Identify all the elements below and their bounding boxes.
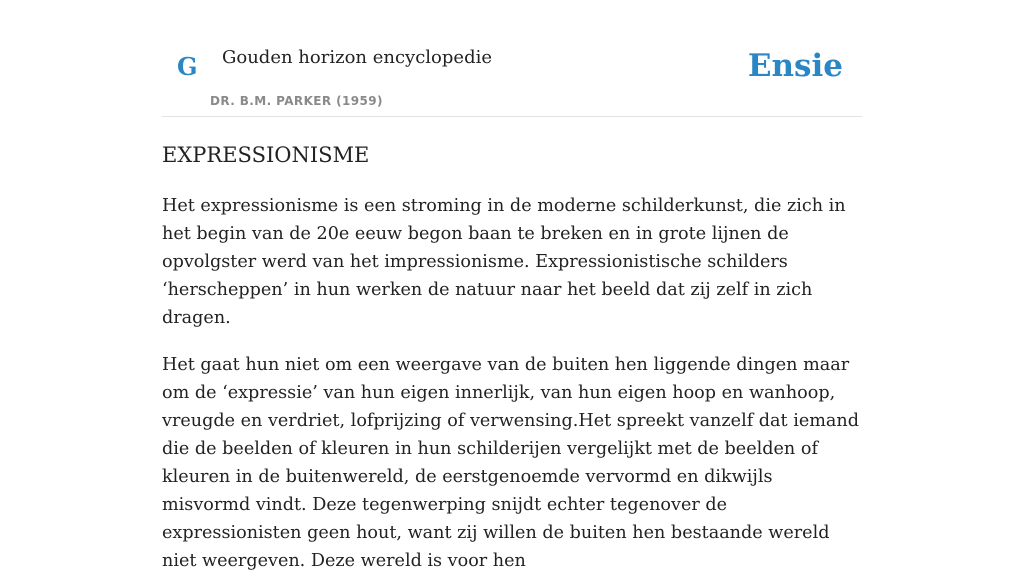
ensie-logo-link[interactable]: Ensie <box>747 48 843 84</box>
book-title-link[interactable]: Gouden horizon encyclopedie <box>222 47 492 68</box>
book-logo-link[interactable]: G <box>177 52 198 81</box>
book-header <box>162 0 862 117</box>
article-paragraph: Het expressionisme is een stroming in de moderne schilderkunst, die zich in het begin van de 20e eeuw begon baan te breken en in grote lijnen de opvolgster werd van het impressionisme. Expressionistische schilders ‘herscheppen’ in hun werken de natuur naar het beeld dat zij zelf in zich dragen. <box>162 196 846 328</box>
article <box>162 139 862 575</box>
book-author: DR. B.M. PARKER (1959) <box>210 94 383 108</box>
article-paragraph: Het gaat hun niet om een weergave van de buiten hen liggende dingen maar om de ‘expressie’ van hun eigen innerlijk, van hun eigen hoop en wanhoop, vreugde en verdriet, lofprijzing of verwensing.Het spreekt vanzelf dat iemand die de beelden of kleuren in hun schilderijen vergelijkt met de beelden of kleuren in de buitenwereld, de eerstgenoemde vervormd en dikwijls misvormd vindt. Deze tegenwerping snijdt echter tegenover de expressionisten geen hout, want zij willen de buiten hen bestaande wereld niet weergeven. Deze wereld is voor hen <box>162 355 860 571</box>
article-title: EXPRESSIONISME <box>162 143 370 167</box>
